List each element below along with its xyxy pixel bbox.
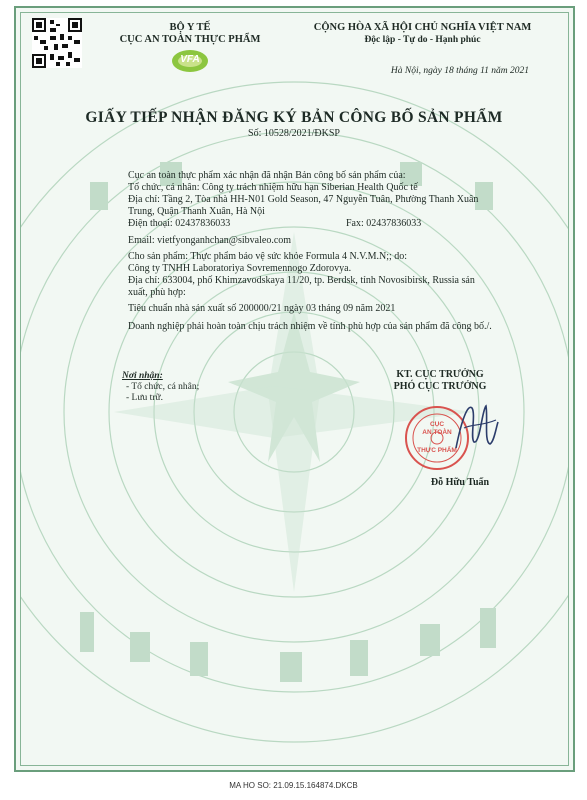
vfa-logo xyxy=(170,48,210,74)
manufacturer-line: Công ty TNHH Laboratoriya Sovremennogo Zdorovya. xyxy=(128,263,352,274)
intro-line: Cục an toàn thực phẩm xác nhận đã nhận Bản công bố sản phẩm của: xyxy=(128,170,406,181)
country-name: CỘNG HÒA XÃ HỘI CHỦ NGHĨA VIỆT NAM xyxy=(313,22,532,33)
vfa-logo-text: VFA xyxy=(180,54,200,65)
standard-line: Tiêu chuẩn nhà sản xuất số 200000/21 ngày 03 tháng 09 năm 2021 xyxy=(128,303,396,314)
fax-number: Fax: 02437836033 xyxy=(346,218,422,229)
handwritten-signature-icon xyxy=(452,398,502,456)
recipient-item: - Lưu trữ. xyxy=(126,393,163,403)
email-line: Email: vietfyonganhchan@sibvaleo.com xyxy=(128,235,292,246)
right-header xyxy=(280,22,565,45)
left-header xyxy=(110,22,270,45)
national-motto: Độc lập - Tự do - Hạnh phúc xyxy=(364,35,481,45)
certificate-title: GIẤY TIẾP NHẬN ĐĂNG KÝ BẢN CÔNG BỐ SẢN PHẨM xyxy=(85,109,503,126)
ministry-name: BỘ Y TẾ xyxy=(169,22,211,33)
manufacturer-address-1: Địa chỉ: 633004, phố Khimzavodskaya 11/20, tp. Berdsk, tỉnh Novosibirsk, Russia sản xyxy=(128,275,475,286)
signer-role-1: KT. CỤC TRƯỞNG xyxy=(396,369,484,380)
qr-code-icon xyxy=(32,18,82,68)
certificate-body xyxy=(128,170,558,333)
phone-number: Điện thoại: 02437836033 xyxy=(128,218,231,229)
phone-fax-row xyxy=(128,218,558,230)
recipients-heading: Nơi nhận: xyxy=(122,371,163,381)
signature-block xyxy=(360,369,520,393)
recipients-block xyxy=(122,371,272,404)
organization-line: Tổ chức, cá nhân: Công ty trách nhiệm hữu hạn Siberian Health Quốc tế xyxy=(128,182,418,193)
address-line-2: Trung, Quận Thanh Xuân, Hà Nội xyxy=(128,206,265,217)
recipient-item: - Tổ chức, cá nhân; xyxy=(126,382,200,392)
responsibility-line: Doanh nghiệp phải hoàn toàn chịu trách nhiệm về tính phù hợp của sản phẩm đã công bố./. xyxy=(128,321,492,332)
record-code-footer: MA HO SO: 21.09.15.164874.DKCB xyxy=(229,781,358,790)
seal-text-bottom: THỰC PHẨM xyxy=(417,447,457,454)
signer-name: Đỗ Hữu Tuấn xyxy=(430,477,490,488)
manufacturer-address-2: xuất, phù hợp: xyxy=(128,287,186,298)
seal-text-mid: AN TOÀN xyxy=(422,429,452,436)
signer-role-2: PHÓ CỤC TRƯỞNG xyxy=(393,381,487,392)
issue-date: Hà Nội, ngày 18 tháng 11 năm 2021 xyxy=(390,66,529,76)
seal-text-top: CỤC xyxy=(429,421,445,428)
product-line: Cho sản phẩm: Thực phẩm bảo vệ sức khỏe Formula 4 N.V.M.N;; do: xyxy=(128,251,408,262)
address-line-1: Địa chỉ: Tầng 2, Tòa nhà HH-N01 Gold Season, 47 Nguyễn Tuân, Phường Thanh Xuân xyxy=(128,194,479,205)
certificate-number: Số: 10528/2021/ĐKSP xyxy=(248,128,340,139)
agency-name: CỤC AN TOÀN THỰC PHẨM xyxy=(119,34,261,45)
